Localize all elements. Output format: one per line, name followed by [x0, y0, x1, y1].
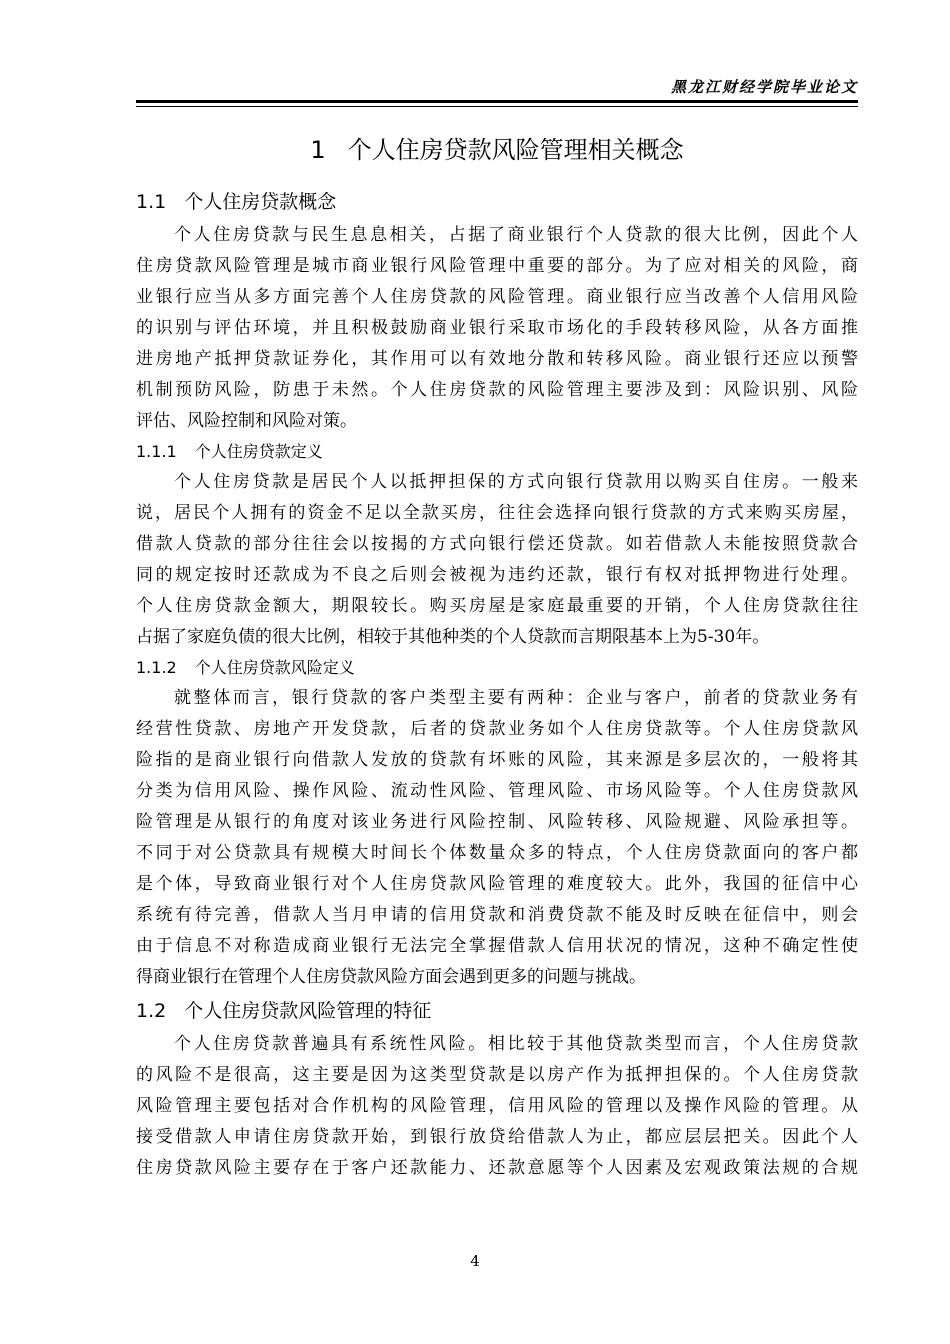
paragraph-line: 占据了家庭负债的很大比例，相较于其他种类的个人贷款而言期限基本上为5-30年。 [136, 627, 770, 647]
paragraph-line: 不同于对公贷款具有规模大时间长个体数量众多的特点，个人住房贷款面向的客户都 [136, 843, 858, 863]
paragraph-line: 住房贷款风险主要存在于客户还款能力、还款意愿等个人因素及宏观政策法规的合规 [136, 1158, 858, 1178]
paragraph-line: 就整体而言，银行贷款的客户类型主要有两种：企业与客户，前者的贷款业务有 [174, 688, 858, 708]
section-title: 个人住房贷款风险管理的特征 [184, 1000, 432, 1022]
section-title: 个人住房贷款概念 [184, 191, 337, 213]
paragraph-line: 接受借款人申请住房贷款开始，到银行放贷给借款人为止，都应层层把关。因此个人 [136, 1127, 858, 1147]
paragraph-line: 风险管理主要包括对合作机构的风险管理，信用风险的管理以及操作风险的管理。从 [136, 1096, 858, 1116]
paragraph-line: 个人住房贷款是居民个人以抵押担保的方式向银行贷款用以购买自住房。一般来 [174, 472, 858, 492]
paragraph-line: 机制预防风险，防患于未然。个人住房贷款的风险管理主要涉及到：风险识别、风险 [136, 380, 858, 400]
paragraph-line: 险管理是从银行的角度对该业务进行风险控制、风险转移、风险规避、风险承担等。 [136, 812, 858, 832]
section-number: 1.1.2 [136, 658, 177, 677]
paragraph-line: 进房地产抵押贷款证券化，其作用可以有效地分散和转移风险。商业银行还应以预警 [136, 349, 858, 369]
section-number: 1.1.1 [136, 442, 177, 461]
paragraph-line: 的识别与评估环境，并且积极鼓励商业银行采取市场化的手段转移风险，从各方面推 [136, 318, 858, 338]
section-title: 个人住房贷款风险定义 [194, 658, 355, 677]
paragraph-line: 分类为信用风险、操作风险、流动性风险、管理风险、市场风险等。个人住房贷款风 [136, 781, 858, 801]
paragraph-line: 住房贷款风险管理是城市商业银行风险管理中重要的部分。为了应对相关的风险，商 [136, 256, 858, 276]
page-number: 4 [470, 1252, 480, 1270]
paragraph-1-1 [136, 220, 858, 437]
paragraph-line: 的风险不是很高，这主要是因为这类型贷款是以房产作为抵押担保的。个人住房贷款 [136, 1065, 858, 1085]
paragraph-line: 评估、风险控制和风险对策。 [136, 411, 357, 431]
paragraph-line: 险指的是商业银行向借款人发放的贷款有坏账的风险，其来源是多层次的，一般将其 [136, 750, 858, 770]
paragraph-line: 个人住房贷款与民生息息相关，占据了商业银行个人贷款的很大比例，因此个人 [174, 225, 858, 245]
paragraph-line: 个人住房贷款金额大，期限较长。购买房屋是家庭最重要的开销，个人住房贷款往往 [136, 596, 858, 616]
section-heading-1-2 [136, 993, 858, 1029]
paragraph-line: 个人住房贷款普遍具有系统性风险。相比较于其他贷款类型而言，个人住房贷款 [174, 1034, 858, 1054]
paragraph-1-2 [136, 1029, 858, 1184]
chapter-number: 1 [310, 136, 326, 164]
chapter-heading [136, 130, 858, 170]
paragraph-line: 同的规定按时还款成为不良之后则会被视为违约还款，银行有权对抵押物进行处理。 [136, 565, 858, 585]
header-rule-thick [136, 100, 858, 103]
paragraph-line: 经营性贷款、房地产开发贷款，后者的贷款业务如个人住房贷款等。个人住房贷款风 [136, 719, 858, 739]
paragraph-1-1-2 [136, 683, 858, 993]
section-title: 个人住房贷款定义 [194, 442, 323, 461]
header-rule-thin [136, 106, 858, 107]
section-heading-1-1-2 [136, 653, 858, 683]
paragraph-line: 借款人贷款的部分往往会以按揭的方式向银行偿还贷款。如若借款人未能按照贷款合 [136, 534, 858, 554]
paragraph-line: 是个体，导致商业银行对个人住房贷款风险管理的难度较大。此外，我国的征信中心 [136, 874, 858, 894]
paragraph-line: 系统有待完善，借款人当月申请的信用贷款和消费贷款不能及时反映在征信中，则会 [136, 905, 858, 925]
section-number: 1.1 [136, 191, 167, 213]
section-number: 1.2 [136, 1000, 167, 1022]
section-heading-1-1-1 [136, 437, 858, 467]
body-content [136, 184, 858, 1184]
paragraph-line: 得商业银行在管理个人住房贷款风险方面会遇到更多的问题与挑战。 [136, 967, 646, 987]
running-header: 黑龙江财经学院毕业论文 [670, 78, 858, 96]
section-heading-1-1 [136, 184, 858, 220]
paragraph-line: 说，居民个人拥有的资金不足以全款买房，往往会选择向银行贷款的方式来购买房屋， [136, 503, 858, 523]
paragraph-line: 业银行应当从多方面完善个人住房贷款的风险管理。商业银行应当改善个人信用风险 [136, 287, 858, 307]
paragraph-1-1-1 [136, 467, 858, 653]
paragraph-line: 由于信息不对称造成商业银行无法完全掌握借款人信用状况的情况，这种不确定性使 [136, 936, 858, 956]
chapter-title: 个人住房贷款风险管理相关概念 [347, 136, 684, 164]
